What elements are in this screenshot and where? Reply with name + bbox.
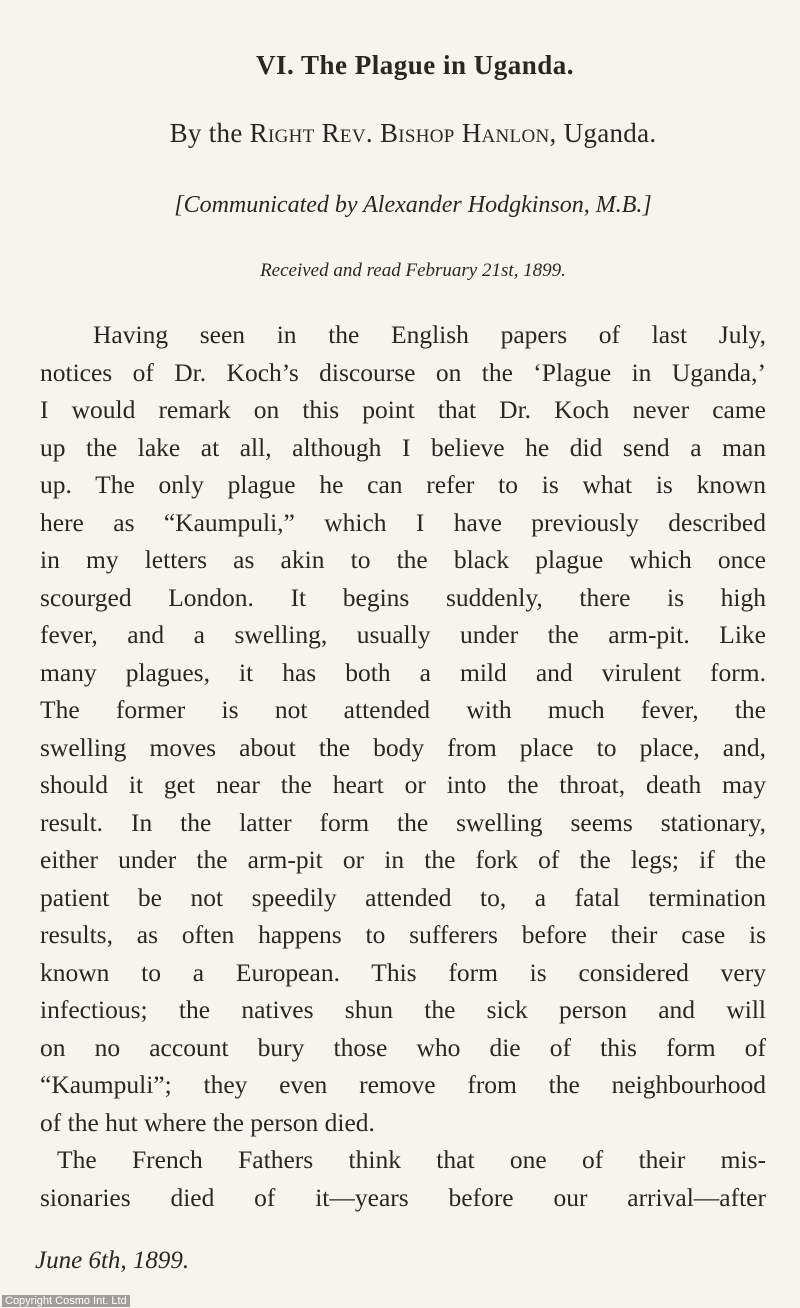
text-line: sionaries died of it—years before our arrival—after — [40, 1182, 766, 1212]
received-date: Received and read February 21st, 1899. — [260, 260, 566, 281]
text-line: up. The only plague he can refer to is what is known — [40, 470, 766, 499]
text-line: scourged London. It begins suddenly, there is high — [40, 582, 766, 612]
text-line: should it get near the heart or into the throat, death may — [40, 770, 766, 799]
text-line: of the hut where the person died. — [40, 1107, 375, 1137]
text-line: up the lake at all, although I believe he did send a man — [40, 432, 766, 462]
text-line: here as “Kaumpuli,” which I have previously described — [40, 507, 766, 537]
text-line: on no account bury those who die of this form of — [40, 1032, 766, 1062]
text-line: many plagues, it has both a mild and virulent form. — [40, 657, 766, 687]
text-line: swelling moves about the body from place to place, and, — [40, 732, 766, 762]
text-line: infectious; the natives shun the sick person and will — [40, 995, 766, 1024]
author-name: Right Rev. Bishop Hanlon — [249, 118, 550, 148]
text-line: “Kaumpuli”; they even remove from the neighbourhood — [40, 1070, 766, 1099]
body-text — [40, 316, 766, 1216]
text-line: result. In the latter form the swelling seems stationary, — [40, 807, 766, 837]
footer-date: June 6th, 1899. — [35, 1247, 190, 1274]
text-line: fever, and a swelling, usually under the arm-pit. Like — [40, 620, 766, 649]
byline-suffix: , Uganda. — [549, 118, 657, 148]
text-line: patient be not speedily attended to, a fatal termination — [40, 882, 766, 912]
text-line: I would remark on this point that Dr. Koch never came — [40, 395, 766, 424]
byline-prefix: By the — [169, 118, 243, 148]
text-line: known to a European. This form is considered very — [40, 957, 766, 987]
text-line: results, as often happens to sufferers before their case is — [40, 920, 766, 949]
author-byline — [0, 118, 800, 149]
text-line: in my letters as akin to the black plague which once — [40, 545, 766, 574]
communicated-by: [Communicated by Alexander Hodgkinson, M.B.] — [174, 192, 652, 218]
text-line: Having seen in the English papers of last July, — [93, 320, 766, 349]
text-line: notices of Dr. Koch’s discourse on the ‘Plague in Uganda,’ — [40, 357, 766, 387]
text-line: The French Fathers think that one of their mis- — [57, 1145, 766, 1174]
text-line: The former is not attended with much fever, the — [40, 695, 766, 724]
copyright-watermark: Copyright Cosmo Int. Ltd — [2, 1295, 130, 1307]
text-line: either under the arm-pit or in the fork of the legs; if the — [40, 845, 766, 874]
page-title: VI. The Plague in Uganda. — [255, 50, 575, 80]
